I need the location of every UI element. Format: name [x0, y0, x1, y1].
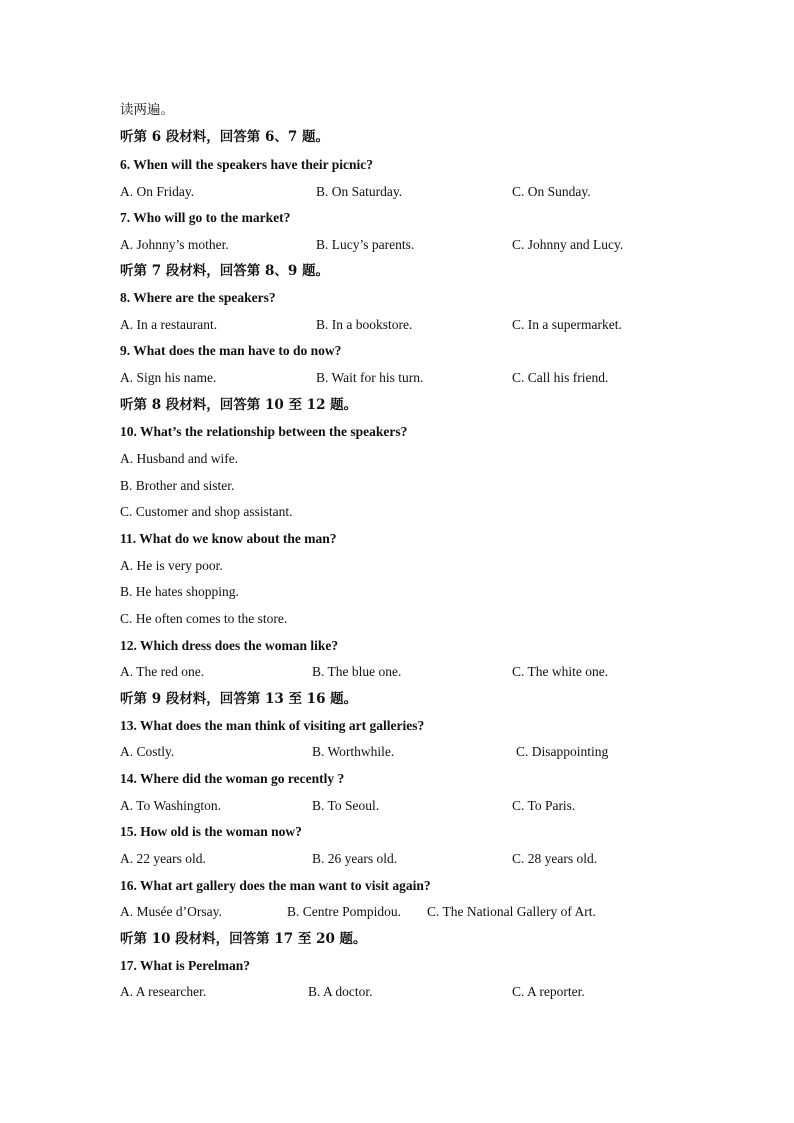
option-a: A. Musée d’Orsay. [120, 904, 222, 919]
options-7 [120, 236, 680, 254]
section-header-10: 听第 10 段材料，回答第 17 至 20 题。 [120, 931, 367, 947]
option-c: C. A reporter. [512, 984, 585, 999]
intro-text: 读两遍。 [120, 102, 174, 117]
option-a: A. Husband and wife. [120, 451, 239, 466]
section-header-8: 听第 8 段材料，回答第 10 至 12 题。 [120, 397, 358, 413]
question-11: 11. What do we know about the man? [120, 531, 337, 546]
question-14: 14. Where did the woman go recently ? [120, 771, 345, 786]
option-c: C. Call his friend. [512, 370, 609, 385]
option-a: A. On Friday. [120, 184, 195, 199]
option-a: A. He is very poor. [120, 558, 223, 573]
options-8 [120, 316, 680, 334]
section-header-7: 听第 7 段材料，回答第 8、9 题。 [120, 263, 329, 279]
question-17: 17. What is Perelman? [120, 958, 250, 973]
options-12 [120, 663, 680, 681]
option-c: C. The white one. [512, 664, 609, 679]
option-c: C. To Paris. [512, 798, 576, 813]
option-c: C. Customer and shop assistant. [120, 504, 293, 519]
option-b: B. 26 years old. [312, 851, 398, 866]
section-header-9: 听第 9 段材料，回答第 13 至 16 题。 [120, 691, 358, 707]
option-c: C. Disappointing [516, 744, 609, 759]
question-9: 9. What does the man have to do now? [120, 343, 342, 358]
option-c: C. 28 years old. [512, 851, 598, 866]
options-14 [120, 797, 680, 815]
option-b: B. Centre Pompidou. [287, 904, 401, 919]
question-7: 7. Who will go to the market? [120, 210, 291, 225]
question-8: 8. Where are the speakers? [120, 290, 276, 305]
option-a: A. To Washington. [120, 798, 221, 813]
options-6 [120, 183, 680, 201]
options-13 [120, 743, 680, 761]
question-12: 12. Which dress does the woman like? [120, 638, 339, 653]
option-b: B. In a bookstore. [316, 317, 413, 332]
option-a: A. Johnny’s mother. [120, 237, 229, 252]
option-b: B. The blue one. [312, 664, 402, 679]
option-c: C. On Sunday. [512, 184, 591, 199]
option-c: C. In a supermarket. [512, 317, 622, 332]
question-16: 16. What art gallery does the man want to visit again? [120, 878, 431, 893]
question-15: 15. How old is the woman now? [120, 824, 302, 839]
option-b: B. Wait for his turn. [316, 370, 424, 385]
option-b: B. A doctor. [308, 984, 373, 999]
option-a: A. In a restaurant. [120, 317, 218, 332]
options-9 [120, 369, 680, 387]
options-16 [120, 903, 680, 921]
option-a: A. Costly. [120, 744, 175, 759]
option-c: C. Johnny and Lucy. [512, 237, 624, 252]
option-a: A. Sign his name. [120, 370, 217, 385]
option-a: A. The red one. [120, 664, 205, 679]
section-header-6: 听第 6 段材料，回答第 6、7 题。 [120, 129, 329, 145]
option-c: C. The National Gallery of Art. [427, 904, 596, 919]
option-a: A. 22 years old. [120, 851, 206, 866]
question-6: 6. When will the speakers have their picnic? [120, 157, 374, 172]
question-10: 10. What’s the relationship between the speakers? [120, 424, 408, 439]
option-c: C. He often comes to the store. [120, 611, 288, 626]
option-a: A. A researcher. [120, 984, 207, 999]
option-b: B. Worthwhile. [312, 744, 395, 759]
option-b: B. He hates shopping. [120, 584, 239, 599]
option-b: B. On Saturday. [316, 184, 403, 199]
option-b: B. Lucy’s parents. [316, 237, 415, 252]
option-b: B. To Seoul. [312, 798, 380, 813]
options-15 [120, 850, 680, 868]
question-13: 13. What does the man think of visiting art galleries? [120, 718, 425, 733]
option-b: B. Brother and sister. [120, 478, 235, 493]
options-17 [120, 983, 680, 1001]
